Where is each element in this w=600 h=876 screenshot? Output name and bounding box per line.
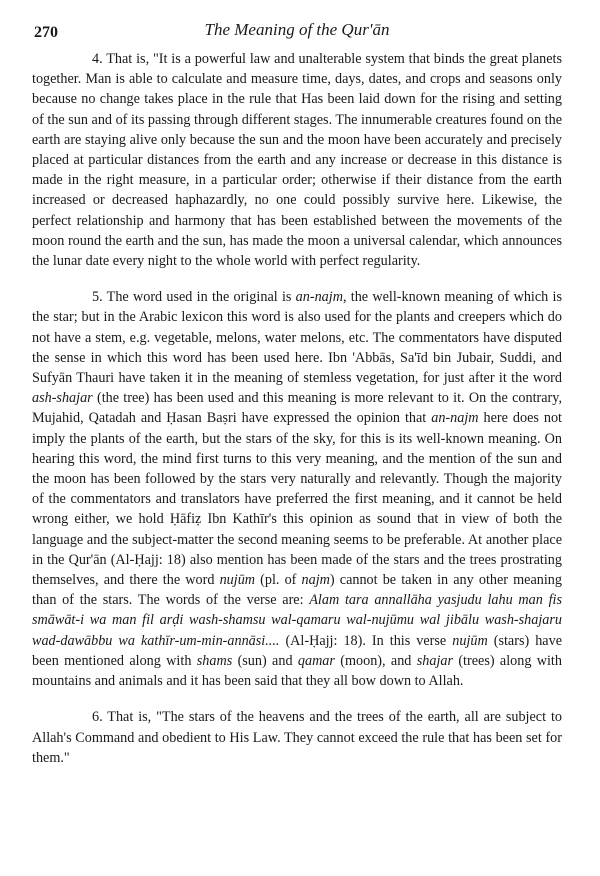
page-header — [34, 20, 560, 46]
note-text: That is, "It is a powerful law and unalterable system that binds the great planets together. Man is able to calculate and measure time, days, dates, and crops and seasons only because no change takes place in the rule that Has been laid down for the rising and setting of the sun and of its passing through different stages. The innumerable creatures found on the earth are staying alive only because the sun and the moon have been accurately and precisely placed at particular distances from the earth and any increase or decrease in this distance is made in the right measure, in a particular order; otherwise if their distance from the earth increased or decreased haphazardly, no one could possibly survive here. Likewise, the perfect relationship and harmony that has been established between the movements of the moon round the earth and the sun, has made the moon a universal calendar, which announces the lunar date every night to the whole world with perfect regularity. — [32, 51, 562, 270]
page-number: 270 — [34, 24, 58, 41]
transliteration-term: nujūm — [219, 572, 256, 589]
quranic-verse-transliteration: Alam tara annallāha yasjudu lahu man fis smāwāt-i wa man fil arḍi wash-shamsu wal-qamaru wal-nujūmu wal jibālu wash-shajaru wad-dawābbu wa kathīr-um-min-annāsi.... — [32, 592, 562, 649]
note-6 — [32, 707, 562, 768]
note-text-run: (stars) have been mentioned along with — [32, 632, 562, 669]
transliteration-term: nujūm — [452, 632, 488, 649]
note-5 — [32, 287, 562, 691]
note-text-run: ) cannot be taken in any other meaning than of the stars. The words of the verse are: — [32, 572, 562, 609]
note-text-run: The word used in the original is — [106, 289, 296, 306]
note-number: 6. — [92, 709, 103, 726]
transliteration-term: ash-shajar — [32, 390, 93, 407]
transliteration-term: shams — [196, 652, 233, 669]
note-text-run: (the tree) has been used and this meaning is more relevant to it. On the contrary, Mujahid, Qatadah and Ḥasan Baṣri have expressed the opinion that — [32, 390, 562, 427]
note-number: 4. — [92, 51, 103, 67]
note-text-run: (pl. of — [255, 572, 302, 589]
note-text-run: , the well-known meaning of which is the star; but in the Arabic lexicon this word is also used for the plants and creepers which do not have a stem, e.g. vegetable, melons, water melons, etc. The commentators have disputed the sense in which this word has been used here. Ibn 'Abbās, Sa'īd bin Jubair, Suddi, and Sufyān Thauri have taken it in the meaning of stemless vegetation, for just after it the word — [32, 289, 562, 387]
note-text-run: (trees) along with mountains and animals and it has been said that they all bow down to Allah. — [32, 652, 562, 690]
note-text-run: (Al-Ḥajj: 18). In this verse — [279, 632, 453, 649]
note-number: 5. — [92, 289, 103, 306]
note-text-run: (sun) and — [232, 652, 298, 669]
note-text-run: (moon), and — [334, 652, 417, 669]
transliteration-term: shajar — [416, 652, 453, 669]
transliteration-term: qamar — [297, 652, 335, 669]
transliteration-term: najm — [301, 572, 330, 589]
transliteration-term: an-najm — [431, 410, 479, 427]
commentary-notes — [32, 49, 562, 768]
note-text: That is, "The stars of the heavens and the trees of the earth, all are subject to Allah's Command and obedient to His Law. They cannot exceed the rule that has been set for them." — [32, 709, 562, 766]
running-title: The Meaning of the Qur'ān — [204, 20, 390, 39]
note-4 — [32, 49, 562, 271]
note-text-run: here does not imply the plants of the earth, but the stars of the sky, for this is its well-known meaning. On hearing this word, the mind first turns to this very meaning, and the mention of the sun and the moon has been followed by the stars very naturally and relevantly. Though the majority of the commentators and translators have preferred the first meaning, and it cannot be held wrong either, we hold Ḥāfiẓ Ibn Kathīr's this opinion as sound that in view of both the language and the subject-matter the second meaning seems to be preferable. At another place in the Qur'ān (Al-Ḥajj: 18) also mention has been made of the stars and the trees prostrating themselves, and there the word — [32, 410, 562, 589]
transliteration-term: an-najm — [295, 289, 343, 306]
